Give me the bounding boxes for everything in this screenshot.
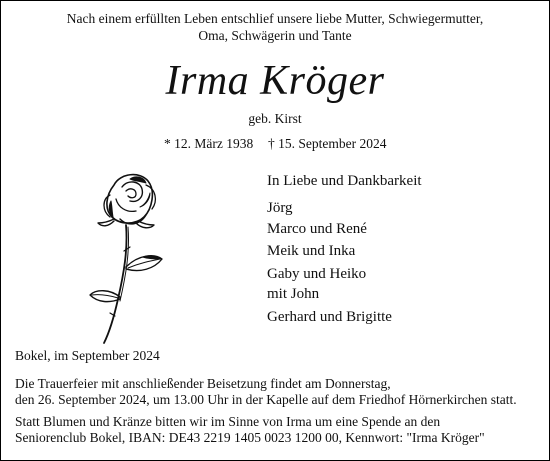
mourner-name: Gerhard und Brigitte — [267, 308, 392, 325]
donation-line-1: Statt Blumen und Kränze bitten wir im Sinne von Irma um eine Spende an den — [15, 414, 441, 429]
mourners-list — [267, 198, 392, 327]
birth-date: * 12. März 1938 — [164, 136, 254, 151]
mourner-name: Jörg — [267, 200, 293, 216]
funeral-line-1: Die Trauerfeier mit anschließender Beisetzung findet am Donnerstag, — [15, 376, 391, 391]
death-date: † 15. September 2024 — [268, 136, 387, 151]
donation-line-2: Seniorenclub Bokel, IBAN: DE43 2219 1405 0023 1200 00, Kennwort: "Irma Kröger" — [15, 429, 485, 445]
intro-text — [0, 10, 550, 44]
intro-line-1: Nach einem erfüllten Leben entschlief unsere liebe Mutter, Schwiegermutter, — [66, 11, 484, 26]
donation-info — [15, 414, 485, 445]
intro-line-2: Oma, Schwägerin und Tante — [198, 28, 352, 43]
mourner-name: Meik und Inka — [267, 243, 356, 259]
maiden-name: geb. Kirst — [248, 111, 302, 126]
rose-icon — [84, 171, 166, 346]
funeral-info — [15, 376, 517, 407]
funeral-line-2: den 26. September 2024, um 13.00 Uhr in der Kapelle auf dem Friedhof Hörnerkirchen statt. — [15, 391, 517, 407]
deceased-name: Irma Kröger — [165, 58, 385, 104]
mourner-name: mit John — [267, 286, 320, 302]
place-date: Bokel, im September 2024 — [15, 348, 160, 363]
mourner-name: Gaby und Heiko — [267, 265, 367, 282]
mourners-heading: In Liebe und Dankbarkeit — [267, 173, 422, 189]
mourner-name: Marco und René — [267, 220, 367, 237]
